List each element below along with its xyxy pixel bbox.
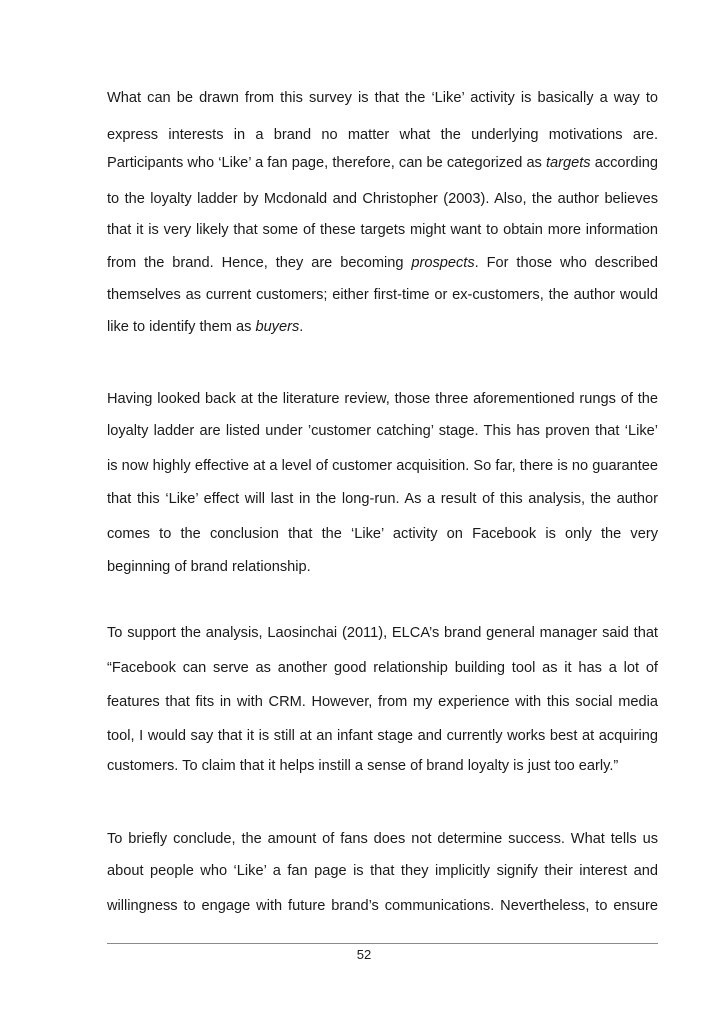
text-run: . [299, 319, 304, 335]
page-number: 52 [356, 947, 372, 962]
text-run: according [590, 155, 658, 171]
p3-line-3 [107, 692, 658, 712]
text-run: like to identify them as [107, 319, 256, 335]
text-run: that this ‘Like’ effect will last in the long-run. As a result of this analysis, the author [107, 491, 658, 507]
text-run: loyalty ladder are listed under ’customer catching’ stage. This has proven that ‘Like’ [107, 423, 658, 439]
p2-line-2 [107, 421, 658, 441]
p1-line-2 [107, 125, 658, 145]
p2-line-1 [107, 389, 658, 409]
text-run: about people who ‘Like’ a fan page is that they implicitly signify their interest and [107, 863, 658, 879]
text-run: tool, I would say that it is still at an infant stage and currently works best at acquiring [107, 728, 658, 744]
p3-line-4 [107, 726, 658, 746]
text-run: “Facebook can serve as another good relationship building tool as it has a lot of [107, 660, 658, 676]
footer-divider [107, 943, 658, 944]
text-run: that it is very likely that some of these targets might want to obtain more information [107, 222, 658, 238]
text-run: from the brand. Hence, they are becoming [107, 255, 412, 271]
text-run: Having looked back at the literature review, those three aforementioned rungs of the [107, 391, 658, 407]
text-run: to the loyalty ladder by Mcdonald and Christopher (2003). Also, the author believes [107, 191, 658, 207]
text-run: willingness to engage with future brand’s communications. Nevertheless, to ensure [107, 898, 658, 914]
text-run: features that fits in with CRM. However, from my experience with this social media [107, 694, 658, 710]
p4-line-3 [107, 896, 658, 916]
p2-line-3 [107, 456, 658, 476]
text-run: . For those who described [474, 255, 658, 271]
text-run: To briefly conclude, the amount of fans does not determine success. What tells us [107, 831, 658, 847]
p1-line-5 [107, 220, 658, 240]
text-run: customers. To claim that it helps instill a sense of brand loyalty is just too early.” [107, 758, 619, 774]
p1-line-1 [107, 88, 658, 108]
italic-term-targets: targets [545, 155, 591, 171]
text-run: themselves as current customers; either first-time or ex-customers, the author would [107, 287, 658, 303]
text-run: Participants who ‘Like’ a fan page, therefore, can be categorized as [107, 155, 546, 171]
p2-line-5 [107, 524, 658, 544]
p3-line-1 [107, 623, 658, 643]
text-run: comes to the conclusion that the ‘Like’ activity on Facebook is only the very [107, 526, 658, 542]
p1-line-4 [107, 189, 658, 209]
p1-line-3 [107, 153, 658, 173]
p1-line-6 [107, 253, 658, 273]
p3-line-5 [107, 756, 658, 776]
p1-line-7 [107, 285, 658, 305]
italic-term-prospects: prospects [411, 255, 475, 271]
p1-line-8 [107, 317, 658, 337]
text-run: beginning of brand relationship. [107, 559, 311, 575]
text-run: What can be drawn from this survey is that the ‘Like’ activity is basically a way to [107, 90, 658, 106]
p4-line-2 [107, 861, 658, 881]
text-run: To support the analysis, Laosinchai (2011), ELCA’s brand general manager said that [107, 625, 658, 641]
p4-line-1 [107, 829, 658, 849]
text-run: express interests in a brand no matter what the underlying motivations are. [107, 127, 658, 143]
p2-line-4 [107, 489, 658, 509]
p2-line-6 [107, 557, 658, 577]
text-run: is now highly effective at a level of customer acquisition. So far, there is no guarantee [107, 458, 658, 474]
italic-term-buyers: buyers [255, 319, 300, 335]
p3-line-2 [107, 658, 658, 678]
